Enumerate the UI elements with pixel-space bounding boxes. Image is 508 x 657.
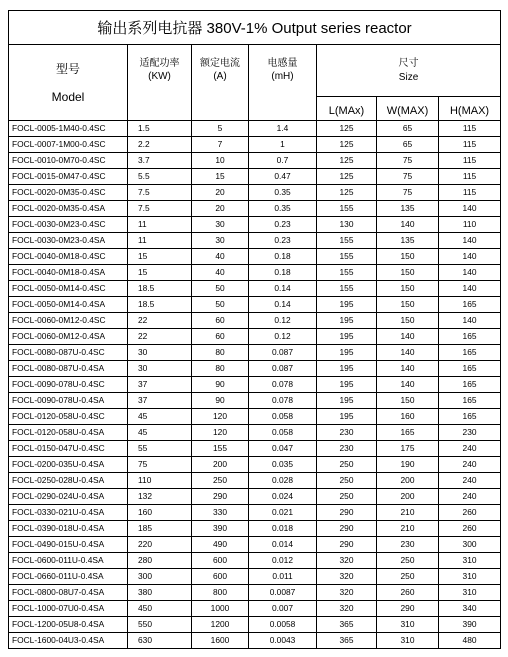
current-cell: 1000 (192, 601, 249, 617)
model-cell: FOCL-0010-0M70-0.4SC (9, 153, 128, 169)
width-cell: 250 (377, 569, 439, 585)
height-cell: 140 (439, 281, 501, 297)
power-cell: 7.5 (128, 201, 192, 217)
length-cell: 195 (317, 361, 377, 377)
height-cell: 115 (439, 169, 501, 185)
header-model-en: Model (51, 89, 85, 104)
model-cell: FOCL-0005-1M40-0.4SC (9, 121, 128, 137)
model-cell: FOCL-0390-018U-0.4SA (9, 521, 128, 537)
current-cell: 60 (192, 313, 249, 329)
table-row (9, 585, 501, 601)
width-cell: 140 (377, 329, 439, 345)
height-cell: 140 (439, 233, 501, 249)
power-cell: 550 (128, 617, 192, 633)
current-cell: 600 (192, 569, 249, 585)
model-cell: FOCL-0015-0M47-0.4SC (9, 169, 128, 185)
current-cell: 800 (192, 585, 249, 601)
length-cell: 195 (317, 377, 377, 393)
width-cell: 150 (377, 393, 439, 409)
height-cell: 115 (439, 121, 501, 137)
height-cell: 230 (439, 425, 501, 441)
power-cell: 7.5 (128, 185, 192, 201)
width-cell: 310 (377, 617, 439, 633)
current-cell: 50 (192, 281, 249, 297)
width-cell: 135 (377, 201, 439, 217)
inductance-cell: 0.047 (249, 441, 317, 457)
header-inductance-cn: 电感量 (267, 58, 298, 69)
width-cell: 200 (377, 473, 439, 489)
power-cell: 3.7 (128, 153, 192, 169)
length-cell: 125 (317, 185, 377, 201)
width-cell: 175 (377, 441, 439, 457)
inductance-cell: 0.23 (249, 217, 317, 233)
power-cell: 300 (128, 569, 192, 585)
width-cell: 75 (377, 153, 439, 169)
length-cell: 125 (317, 121, 377, 137)
model-cell: FOCL-0090-078U-0.4SA (9, 393, 128, 409)
table-row (9, 249, 501, 265)
current-cell: 20 (192, 201, 249, 217)
width-cell: 140 (377, 345, 439, 361)
inductance-cell: 0.014 (249, 537, 317, 553)
width-cell: 140 (377, 217, 439, 233)
width-cell: 290 (377, 601, 439, 617)
power-cell: 5.5 (128, 169, 192, 185)
height-cell: 165 (439, 409, 501, 425)
width-cell: 165 (377, 425, 439, 441)
inductance-cell: 0.35 (249, 201, 317, 217)
document (8, 10, 500, 649)
header-current (192, 45, 249, 121)
current-cell: 250 (192, 473, 249, 489)
power-cell: 55 (128, 441, 192, 457)
power-cell: 18.5 (128, 297, 192, 313)
height-cell: 165 (439, 377, 501, 393)
inductance-cell: 0.0058 (249, 617, 317, 633)
model-cell: FOCL-0490-015U-0.4SA (9, 537, 128, 553)
inductance-cell: 0.011 (249, 569, 317, 585)
reactor-spec-table (8, 10, 501, 649)
length-cell: 320 (317, 553, 377, 569)
height-cell: 390 (439, 617, 501, 633)
length-cell: 365 (317, 617, 377, 633)
header-model-cn: 型号 (55, 61, 80, 76)
power-cell: 37 (128, 393, 192, 409)
current-cell: 90 (192, 393, 249, 409)
height-cell: 310 (439, 585, 501, 601)
table-row (9, 633, 501, 649)
header-size-cn: 尺寸 (398, 57, 419, 69)
power-cell: 450 (128, 601, 192, 617)
height-cell: 310 (439, 553, 501, 569)
width-cell: 75 (377, 185, 439, 201)
length-cell: 155 (317, 233, 377, 249)
height-cell: 240 (439, 489, 501, 505)
power-cell: 220 (128, 537, 192, 553)
current-cell: 90 (192, 377, 249, 393)
model-cell: FOCL-0020-0M35-0.4SC (9, 185, 128, 201)
length-cell: 230 (317, 441, 377, 457)
table-row (9, 569, 501, 585)
inductance-cell: 1.4 (249, 121, 317, 137)
height-cell: 260 (439, 521, 501, 537)
model-cell: FOCL-1200-05U8-0.4SA (9, 617, 128, 633)
current-cell: 290 (192, 489, 249, 505)
inductance-cell: 0.007 (249, 601, 317, 617)
table-row (9, 329, 501, 345)
height-cell: 165 (439, 329, 501, 345)
model-cell: FOCL-0040-0M18-0.4SC (9, 249, 128, 265)
width-cell: 150 (377, 281, 439, 297)
model-cell: FOCL-0060-0M12-0.4SC (9, 313, 128, 329)
header-inductance-unit: (mH) (271, 71, 294, 82)
height-cell: 240 (439, 441, 501, 457)
table-row (9, 441, 501, 457)
height-cell: 260 (439, 505, 501, 521)
height-cell: 165 (439, 297, 501, 313)
inductance-cell: 0.14 (249, 297, 317, 313)
height-cell: 165 (439, 345, 501, 361)
model-cell: FOCL-0200-035U-0.4SA (9, 457, 128, 473)
power-cell: 30 (128, 345, 192, 361)
current-cell: 7 (192, 137, 249, 153)
model-cell: FOCL-0660-011U-0.4SA (9, 569, 128, 585)
height-cell: 140 (439, 201, 501, 217)
width-cell: 150 (377, 249, 439, 265)
height-cell: 115 (439, 153, 501, 169)
power-cell: 630 (128, 633, 192, 649)
length-cell: 230 (317, 425, 377, 441)
model-cell: FOCL-0030-0M23-0.4SA (9, 233, 128, 249)
power-cell: 30 (128, 361, 192, 377)
table-row (9, 297, 501, 313)
table-row (9, 185, 501, 201)
current-cell: 40 (192, 265, 249, 281)
model-cell: FOCL-0020-0M35-0.4SA (9, 201, 128, 217)
inductance-cell: 0.18 (249, 249, 317, 265)
power-cell: 22 (128, 313, 192, 329)
model-cell: FOCL-0080-087U-0.4SC (9, 345, 128, 361)
inductance-cell: 0.012 (249, 553, 317, 569)
length-cell: 195 (317, 313, 377, 329)
header-power-unit: (KW) (148, 71, 171, 82)
power-cell: 185 (128, 521, 192, 537)
table-row (9, 537, 501, 553)
power-cell: 37 (128, 377, 192, 393)
width-cell: 230 (377, 537, 439, 553)
height-cell: 115 (439, 185, 501, 201)
height-cell: 480 (439, 633, 501, 649)
length-cell: 155 (317, 249, 377, 265)
length-cell: 290 (317, 537, 377, 553)
inductance-cell: 0.23 (249, 233, 317, 249)
power-cell: 280 (128, 553, 192, 569)
current-cell: 5 (192, 121, 249, 137)
width-cell: 210 (377, 505, 439, 521)
width-cell: 190 (377, 457, 439, 473)
model-cell: FOCL-0030-0M23-0.4SC (9, 217, 128, 233)
table-row (9, 489, 501, 505)
height-cell: 140 (439, 265, 501, 281)
length-cell: 195 (317, 329, 377, 345)
length-cell: 250 (317, 457, 377, 473)
height-cell: 165 (439, 361, 501, 377)
table-row (9, 505, 501, 521)
model-cell: FOCL-1000-07U0-0.4SA (9, 601, 128, 617)
table-row (9, 201, 501, 217)
model-cell: FOCL-0007-1M00-0.4SC (9, 137, 128, 153)
width-cell: 250 (377, 553, 439, 569)
current-cell: 1200 (192, 617, 249, 633)
current-cell: 120 (192, 409, 249, 425)
width-cell: 150 (377, 265, 439, 281)
table-body (9, 121, 501, 649)
inductance-cell: 0.35 (249, 185, 317, 201)
current-cell: 200 (192, 457, 249, 473)
length-cell: 125 (317, 169, 377, 185)
model-cell: FOCL-0800-08U7-0.4SA (9, 585, 128, 601)
inductance-cell: 0.14 (249, 281, 317, 297)
table-row (9, 601, 501, 617)
width-cell: 200 (377, 489, 439, 505)
model-cell: FOCL-1600-04U3-0.4SA (9, 633, 128, 649)
power-cell: 11 (128, 217, 192, 233)
model-cell: FOCL-0600-011U-0.4SA (9, 553, 128, 569)
header-current-cn: 额定电流 (200, 58, 240, 69)
length-cell: 320 (317, 569, 377, 585)
inductance-cell: 0.087 (249, 345, 317, 361)
power-cell: 15 (128, 249, 192, 265)
power-cell: 18.5 (128, 281, 192, 297)
model-cell: FOCL-0120-058U-0.4SA (9, 425, 128, 441)
height-cell: 310 (439, 569, 501, 585)
table-row (9, 377, 501, 393)
current-cell: 330 (192, 505, 249, 521)
height-cell: 140 (439, 249, 501, 265)
table-row (9, 233, 501, 249)
table-row (9, 393, 501, 409)
current-cell: 40 (192, 249, 249, 265)
current-cell: 30 (192, 233, 249, 249)
length-cell: 125 (317, 153, 377, 169)
current-cell: 155 (192, 441, 249, 457)
length-cell: 155 (317, 265, 377, 281)
width-cell: 140 (377, 377, 439, 393)
width-cell: 160 (377, 409, 439, 425)
power-cell: 380 (128, 585, 192, 601)
height-cell: 115 (439, 137, 501, 153)
table-row (9, 425, 501, 441)
current-cell: 80 (192, 345, 249, 361)
inductance-cell: 0.028 (249, 473, 317, 489)
header-size (317, 45, 501, 97)
table-title: 输出系列电抗器 380V-1% Output series reactor (9, 11, 501, 45)
model-cell: FOCL-0080-087U-0.4SA (9, 361, 128, 377)
current-cell: 120 (192, 425, 249, 441)
inductance-cell: 0.18 (249, 265, 317, 281)
inductance-cell: 0.0087 (249, 585, 317, 601)
width-cell: 65 (377, 121, 439, 137)
model-cell: FOCL-0290-024U-0.4SA (9, 489, 128, 505)
inductance-cell: 0.018 (249, 521, 317, 537)
power-cell: 45 (128, 425, 192, 441)
header-power (128, 45, 192, 121)
current-cell: 390 (192, 521, 249, 537)
length-cell: 250 (317, 473, 377, 489)
table-row (9, 169, 501, 185)
current-cell: 10 (192, 153, 249, 169)
model-cell: FOCL-0050-0M14-0.4SC (9, 281, 128, 297)
length-cell: 195 (317, 409, 377, 425)
height-cell: 110 (439, 217, 501, 233)
inductance-cell: 0.078 (249, 377, 317, 393)
power-cell: 15 (128, 265, 192, 281)
length-cell: 195 (317, 345, 377, 361)
inductance-cell: 0.12 (249, 313, 317, 329)
inductance-cell: 0.7 (249, 153, 317, 169)
width-cell: 210 (377, 521, 439, 537)
header-width: W(MAX) (377, 97, 439, 121)
inductance-cell: 0.47 (249, 169, 317, 185)
inductance-cell: 0.058 (249, 425, 317, 441)
model-cell: FOCL-0250-028U-0.4SA (9, 473, 128, 489)
length-cell: 320 (317, 585, 377, 601)
header-size-en: Size (398, 71, 419, 83)
table-row (9, 153, 501, 169)
height-cell: 240 (439, 457, 501, 473)
model-cell: FOCL-0060-0M12-0.4SA (9, 329, 128, 345)
current-cell: 30 (192, 217, 249, 233)
table-row (9, 313, 501, 329)
table-row (9, 457, 501, 473)
header-length: L(MAx) (317, 97, 377, 121)
width-cell: 140 (377, 361, 439, 377)
width-cell: 135 (377, 233, 439, 249)
power-cell: 75 (128, 457, 192, 473)
current-cell: 60 (192, 329, 249, 345)
current-cell: 600 (192, 553, 249, 569)
header-model (9, 45, 128, 121)
inductance-cell: 0.12 (249, 329, 317, 345)
width-cell: 150 (377, 297, 439, 313)
length-cell: 155 (317, 201, 377, 217)
inductance-cell: 0.021 (249, 505, 317, 521)
model-cell: FOCL-0090-078U-0.4SC (9, 377, 128, 393)
power-cell: 160 (128, 505, 192, 521)
table-row (9, 473, 501, 489)
current-cell: 490 (192, 537, 249, 553)
table-row (9, 281, 501, 297)
width-cell: 75 (377, 169, 439, 185)
model-cell: FOCL-0150-047U-0.4SC (9, 441, 128, 457)
length-cell: 155 (317, 281, 377, 297)
table-row (9, 121, 501, 137)
inductance-cell: 0.035 (249, 457, 317, 473)
inductance-cell: 0.058 (249, 409, 317, 425)
inductance-cell: 0.087 (249, 361, 317, 377)
height-cell: 240 (439, 473, 501, 489)
model-cell: FOCL-0040-0M18-0.4SA (9, 265, 128, 281)
table-row (9, 617, 501, 633)
inductance-cell: 1 (249, 137, 317, 153)
height-cell: 140 (439, 313, 501, 329)
length-cell: 250 (317, 489, 377, 505)
height-cell: 300 (439, 537, 501, 553)
current-cell: 1600 (192, 633, 249, 649)
width-cell: 150 (377, 313, 439, 329)
header-current-unit: (A) (213, 71, 227, 82)
table-row (9, 361, 501, 377)
inductance-cell: 0.0043 (249, 633, 317, 649)
width-cell: 310 (377, 633, 439, 649)
length-cell: 195 (317, 393, 377, 409)
inductance-cell: 0.024 (249, 489, 317, 505)
table-row (9, 409, 501, 425)
model-cell: FOCL-0120-058U-0.4SC (9, 409, 128, 425)
length-cell: 125 (317, 137, 377, 153)
power-cell: 2.2 (128, 137, 192, 153)
length-cell: 195 (317, 297, 377, 313)
current-cell: 80 (192, 361, 249, 377)
table-row (9, 265, 501, 281)
current-cell: 15 (192, 169, 249, 185)
height-cell: 165 (439, 393, 501, 409)
table-row (9, 345, 501, 361)
table-row (9, 521, 501, 537)
header-power-cn: 适配功率 (139, 58, 180, 69)
height-cell: 340 (439, 601, 501, 617)
table-row (9, 137, 501, 153)
power-cell: 22 (128, 329, 192, 345)
model-cell: FOCL-0330-021U-0.4SA (9, 505, 128, 521)
inductance-cell: 0.078 (249, 393, 317, 409)
header-height: H(MAX) (439, 97, 501, 121)
model-cell: FOCL-0050-0M14-0.4SA (9, 297, 128, 313)
length-cell: 320 (317, 601, 377, 617)
power-cell: 11 (128, 233, 192, 249)
table-row (9, 553, 501, 569)
length-cell: 290 (317, 505, 377, 521)
power-cell: 45 (128, 409, 192, 425)
table-row (9, 217, 501, 233)
length-cell: 365 (317, 633, 377, 649)
width-cell: 260 (377, 585, 439, 601)
power-cell: 1.5 (128, 121, 192, 137)
length-cell: 290 (317, 521, 377, 537)
current-cell: 50 (192, 297, 249, 313)
length-cell: 130 (317, 217, 377, 233)
width-cell: 65 (377, 137, 439, 153)
header-inductance (249, 45, 317, 121)
power-cell: 132 (128, 489, 192, 505)
current-cell: 20 (192, 185, 249, 201)
power-cell: 110 (128, 473, 192, 489)
